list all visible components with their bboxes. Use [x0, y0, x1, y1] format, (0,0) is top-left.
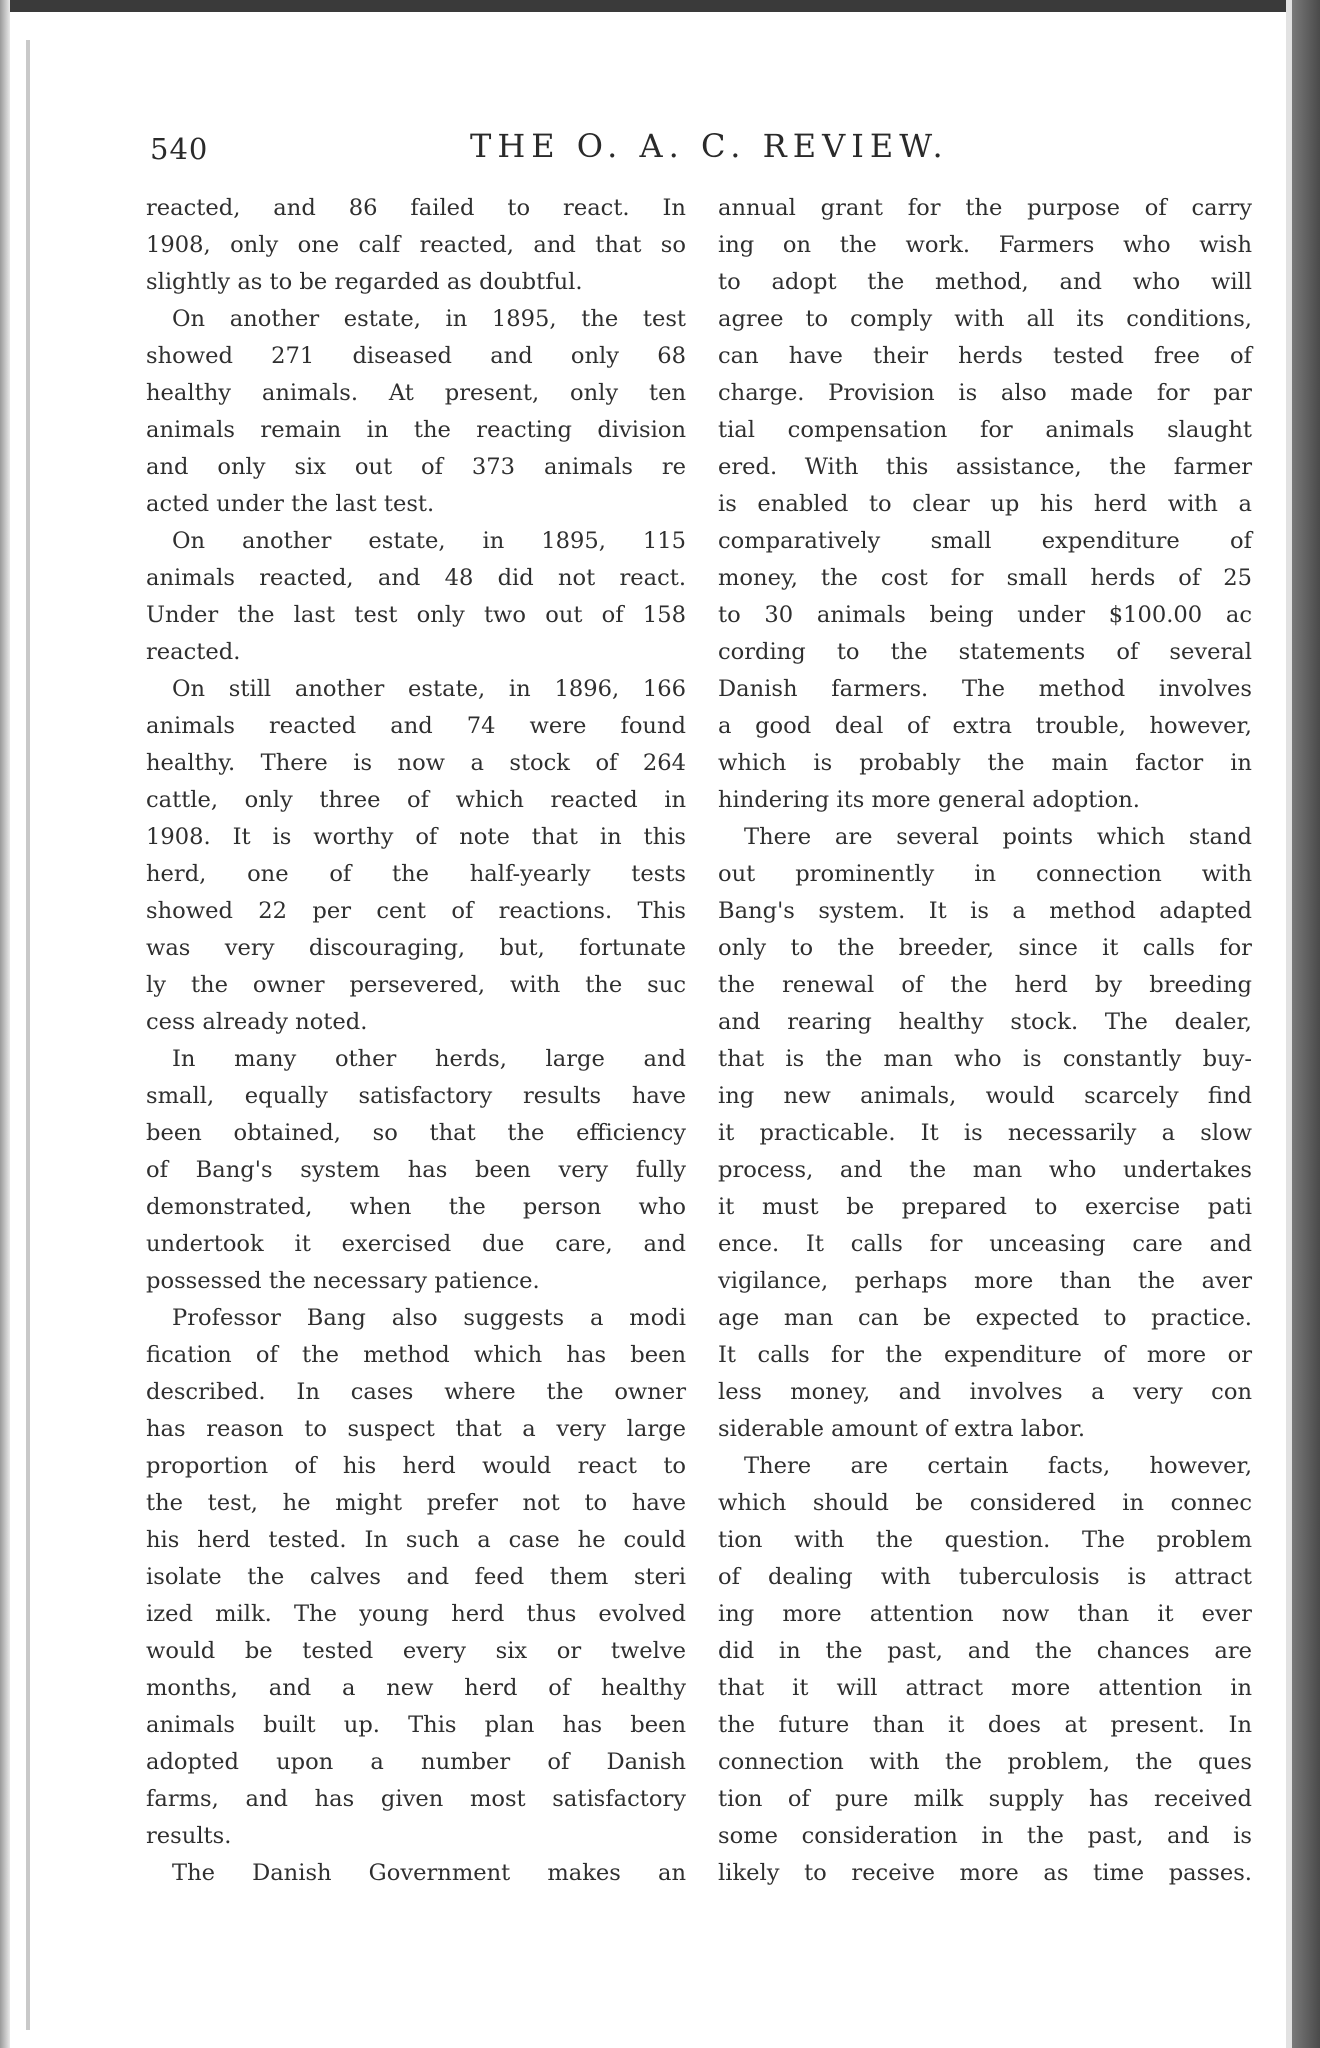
text-line: siderable amount of extra labor. — [718, 1416, 1086, 1442]
text-line: cess already noted. — [146, 1009, 368, 1035]
text-line: isolate the calves and feed them steri — [146, 1564, 686, 1590]
text-line: There are certain facts, however, — [744, 1453, 1252, 1479]
text-line: ing new animals, would scarcely find — [718, 1083, 1252, 1109]
text-line: In many other herds, large and — [172, 1046, 686, 1072]
scan-right-edge — [1292, 0, 1320, 2048]
text-line: annual grant for the purpose of carry — [718, 195, 1252, 221]
text-line: Bang's system. It is a method adapted — [718, 898, 1252, 924]
text-line: it must be prepared to exercise pati — [718, 1194, 1252, 1220]
page-number: 540 — [150, 132, 209, 166]
text-line: likely to receive more as time passes. — [718, 1860, 1252, 1886]
text-line: ence. It calls for unceasing care and — [718, 1231, 1252, 1257]
text-line: age man can be expected to practice. — [718, 1305, 1252, 1331]
text-line: ing more attention now than it ever — [718, 1601, 1252, 1627]
text-line: ing on the work. Farmers who wish — [718, 232, 1252, 258]
text-line: showed 22 per cent of reactions. This — [146, 898, 686, 924]
text-line: Under the last test only two out of 158 — [146, 602, 686, 628]
text-line: 1908. It is worthy of note that in this — [146, 824, 686, 850]
text-line: On another estate, in 1895, 115 — [172, 528, 686, 554]
text-line: his herd tested. In such a case he could — [146, 1527, 686, 1553]
text-line: proportion of his herd would react to — [146, 1453, 686, 1479]
text-line: connection with the problem, the ques — [718, 1749, 1252, 1775]
text-line: to adopt the method, and who will — [718, 269, 1252, 295]
text-line: ered. With this assistance, the farmer — [718, 454, 1252, 480]
text-line: 1908, only one calf reacted, and that so — [146, 232, 686, 258]
text-line: the test, he might prefer not to have — [146, 1490, 686, 1516]
text-line: tion of pure milk supply has received — [718, 1786, 1252, 1812]
text-line: animals reacted, and 48 did not react. — [146, 565, 686, 591]
text-line: hindering its more general adoption. — [718, 787, 1140, 813]
text-line: vigilance, perhaps more than the aver — [718, 1268, 1252, 1294]
text-line: of dealing with tuberculosis is attract — [718, 1564, 1252, 1590]
text-line: healthy. There is now a stock of 264 — [146, 750, 686, 776]
text-line: that it will attract more attention in — [718, 1675, 1252, 1701]
text-line: adopted upon a number of Danish — [146, 1749, 686, 1775]
text-line: reacted, and 86 failed to react. In — [146, 195, 686, 221]
text-line: of Bang's system has been very fully — [146, 1157, 686, 1183]
text-line: animals built up. This plan has been — [146, 1712, 686, 1738]
text-line: demonstrated, when the person who — [146, 1194, 686, 1220]
scan-binding-rule — [26, 40, 30, 2030]
text-line: ized milk. The young herd thus evolved — [146, 1601, 686, 1627]
text-line: tial compensation for animals slaught — [718, 417, 1252, 443]
text-line: cording to the statements of several — [718, 639, 1252, 665]
text-line: farms, and has given most satisfactory — [146, 1786, 686, 1812]
right-text-column — [718, 190, 1252, 1892]
text-line: been obtained, so that the efficiency — [146, 1120, 686, 1146]
text-line: a good deal of extra trouble, however, — [718, 713, 1252, 739]
text-line: The Danish Government makes an — [172, 1860, 686, 1886]
text-line: has reason to suspect that a very large — [146, 1416, 686, 1442]
text-line: Professor Bang also suggests a modi — [172, 1305, 686, 1331]
text-line: was very discouraging, but, fortunate — [146, 935, 686, 961]
text-line: On another estate, in 1895, the test — [172, 306, 686, 332]
text-line: out prominently in connection with — [718, 861, 1252, 887]
text-line: is enabled to clear up his herd with a — [718, 491, 1252, 517]
scan-left-edge — [0, 0, 10, 2048]
text-line: less money, and involves a very con — [718, 1379, 1252, 1405]
text-line: process, and the man who undertakes — [718, 1157, 1252, 1183]
text-line: agree to comply with all its conditions, — [718, 306, 1252, 332]
text-line: results. — [146, 1823, 232, 1849]
text-line: healthy animals. At present, only ten — [146, 380, 686, 406]
page-title: THE O. A. C. REVIEW. — [470, 127, 949, 165]
text-line: ly the owner persevered, with the suc — [146, 972, 686, 998]
text-line: which should be considered in connec — [718, 1490, 1252, 1516]
scan-top-edge — [0, 0, 1320, 12]
text-line: small, equally satisfactory results have — [146, 1083, 686, 1109]
text-line: tion with the question. The problem — [718, 1527, 1252, 1553]
text-line: money, the cost for small herds of 25 — [718, 565, 1252, 591]
text-line: animals reacted and 74 were found — [146, 713, 686, 739]
text-line: possessed the necessary patience. — [146, 1268, 540, 1294]
text-line: comparatively small expenditure of — [718, 528, 1252, 554]
text-line: Danish farmers. The method involves — [718, 676, 1252, 702]
text-line: charge. Provision is also made for par — [718, 380, 1252, 406]
text-line: did in the past, and the chances are — [718, 1638, 1252, 1664]
text-line: some consideration in the past, and is — [718, 1823, 1252, 1849]
text-line: the renewal of the herd by breeding — [718, 972, 1252, 998]
text-line: slightly as to be regarded as doubtful. — [146, 269, 583, 295]
text-line: undertook it exercised due care, and — [146, 1231, 686, 1257]
text-line: fication of the method which has been — [146, 1342, 686, 1368]
text-line: animals remain in the reacting division — [146, 417, 686, 443]
text-line: that is the man who is constantly buy- — [718, 1046, 1252, 1072]
text-line: showed 271 diseased and only 68 — [146, 343, 686, 369]
left-text-column — [146, 190, 686, 1892]
text-line: reacted. — [146, 639, 241, 665]
text-line: to 30 animals being under $100.00 ac — [718, 602, 1252, 628]
text-line: and only six out of 373 animals re — [146, 454, 686, 480]
text-line: cattle, only three of which reacted in — [146, 787, 686, 813]
text-line: and rearing healthy stock. The dealer, — [718, 1009, 1252, 1035]
text-line: which is probably the main factor in — [718, 750, 1252, 776]
text-line: On still another estate, in 1896, 166 — [172, 676, 686, 702]
text-line: the future than it does at present. In — [718, 1712, 1252, 1738]
text-line: acted under the last test. — [146, 491, 435, 517]
text-line: only to the breeder, since it calls for — [718, 935, 1252, 961]
text-line: There are several points which stand — [744, 824, 1252, 850]
text-line: herd, one of the half-yearly tests — [146, 861, 686, 887]
text-line: can have their herds tested free of — [718, 343, 1252, 369]
text-line: months, and a new herd of healthy — [146, 1675, 686, 1701]
text-line: it practicable. It is necessarily a slow — [718, 1120, 1252, 1146]
text-line: would be tested every six or twelve — [146, 1638, 686, 1664]
text-line: It calls for the expenditure of more or — [718, 1342, 1252, 1368]
text-line: described. In cases where the owner — [146, 1379, 686, 1405]
